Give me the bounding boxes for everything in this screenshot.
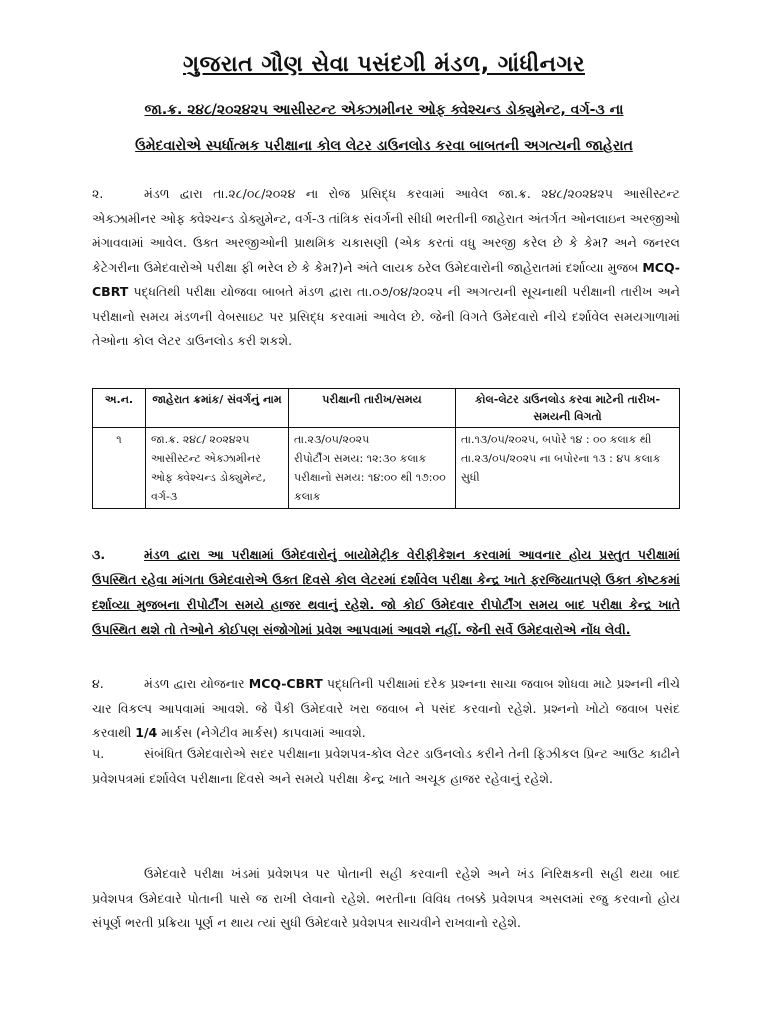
paragraph-text: પદ્ધતિથી પરીક્ષા યોજવા બાબતે મંડળ દ્વારા તા.૦૭/૦૪/૨૦૨૫ ની અગત્યની સૂચનાથી પરીક્ષાની તારીખ અને પરીક્ષાનો સમય મંડળની વેબસાઇટ પર પ્રસિદ્ધ કરવામાં આવેલ છે. જેની વિગતે ઉમેદવારો નીચે દર્શાવેલ સમયગાળામાં તેઓના કોલ લેટર ડાઉનલોડ કરી શકશે. (92, 284, 680, 348)
paragraph-5 (92, 742, 680, 791)
paragraph-text: માર્કસ (નેગેટીવ માર્કસ) કાપવામાં આવશે. (161, 725, 366, 740)
table-row (93, 428, 680, 509)
header-download-window: કોલ-લેટર ડાઉનલોડ કરવા માટેની તારીખ-સમયની વિગતો (456, 389, 680, 428)
paragraph-text: મંડળ દ્વારા તા.૨૮/૦૮/૨૦૨૪ ના રોજ પ્રસિદ્ધ કરવામાં આવેલ જા.ક્ર. ૨૪૮/૨૦૨૪૨૫ આસીસ્ટન્ટ એક્ઝામીનર ઓફ ક્વેશ્ચન્ડ ડોક્યુમેન્ટ, વર્ગ-૩ તાંત્રિક સંવર્ગની સીધી ભરતીની જાહેરાત અંતર્ગત ઓનલાઇન અરજીઓ મંગાવવામાં આવેલ. ઉક્ત અરજીઓની પ્રાથમિક ચકાસણી (એક કરતાં વધુ અરજી કરેલ છે કે કેમ? અને જનરલ કેટેગરીના ઉમેદવારોએ પરીક્ષા ફી ભરેલ છે કે કેમ?)ને અંતે લાયક ઠરેલ ઉમેદવારોની જાહેરાતમાં દર્શાવ્યા મુજબ (92, 186, 680, 275)
cell-serial: ૧ (93, 428, 146, 509)
exam-time: પરીક્ષાનો સમય: ૧૪:૦૦ થી ૧૭:૦૦ કલાક (294, 471, 446, 503)
page-title: ગુજરાત ગૌણ સેવા પસંદગી મંડળ, ગાંધીનગર (183, 52, 585, 77)
paragraph-number: ૪. (92, 676, 104, 691)
paragraph-4 (92, 672, 680, 746)
paragraph-text: મંડળ દ્વારા આ પરીક્ષામાં ઉમેદવારોનું બાયોમેટ્રીક વેરીફીકેશન કરવામાં આવનાર હોય પ્રસ્તુત પરીક્ષામાં ઉપસ્થિત રહેવા માંગતા ઉમેદવારોએ ઉક્ત દિવસે કોલ લેટરમાં દર્શાવેલ પરીક્ષા કેન્દ્ર ખાતે ફરજિયાતપણે ઉક્ત કોષ્ટકમાં દર્શાવ્યા મુજબના રીપોર્ટીંગ સમયે હાજર થવાનું રહેશે. જો કોઈ ઉમેદવાર રીપોર્ટીંગ સમય બાદ પરીક્ષા કેન્દ્ર ખાતે ઉપસ્થિત થશે તો તેઓને કોઈપણ સંજોગોમાં પ્રવેશ આપવામાં આવશે નહીં. જેની સર્વે ઉમેદવારોએ નોંધ લેવી. (92, 547, 680, 637)
header-advertisement: જાહેરાત ક્રમાંક/ સંવર્ગનું નામ (146, 389, 289, 428)
subtitle-line-1: જા.ક્ર. ૨૪૮/૨૦૨૪૨૫ આસીસ્ટન્ટ એક્ઝામીનર ઓફ ક્વેશ્ચન્ડ ડોક્યુમેન્ટ, વર્ગ-૩ ના (144, 102, 624, 118)
header-exam-date: પરીક્ષાની તારીખ/સમય (289, 389, 456, 428)
cell-advertisement: જા.ક્ર. ૨૪૮/ ૨૦૨૪૨૫ આસીસ્ટન્ટ એક્ઝામીનર ઓફ ક્વેશ્ચન્ડ ડોક્યુમેન્ટ, વર્ગ-૩ (146, 428, 289, 509)
paragraph-number: ૫. (92, 746, 105, 761)
paragraph-text: પદ્ધતિની પરીક્ષામાં દરેક પ્રશ્નના સાચા જવાબ શોધવા માટે પ્રશ્નની નીચે ચાર વિકલ્પ આપવામાં આવશે. જે પૈકી ઉમેદવારે ખરા જવાબ ને પસંદ કરવાનો રહેશે. પ્રશ્નનો ખોટો જવાબ પસંદ કરવાથી (92, 676, 680, 740)
paragraph-6: ઉમેદવારે પરીક્ષા ખંડમાં પ્રવેશપત્ર પર પોતાની સહી કરવાની રહેશે અને ખંડ નિરિક્ષકની સહી થયા બાદ પ્રવેશપત્ર ઉમેદવારે પોતાની પાસે જ રાખી લેવાનો રહેશે. ભરતીના વિવિધ તબક્કે પ્રવેશપત્ર અસલમાં રજુ કરવાનો હોય સંપૂર્ણ ભરતી પ્રક્રિયા પૂર્ણ ન થાય ત્યાં સુધી ઉમેદવારે પ્રવેશપત્ર સાચવીને રાખવાનો રહેશે. (92, 866, 680, 930)
schedule-table (92, 388, 680, 509)
exam-mode: MCQ-CBRT (92, 259, 680, 299)
paragraph-text: મંડળ દ્વારા યોજનાર (144, 676, 245, 691)
paragraph-2 (92, 182, 680, 354)
table-header-row (93, 389, 680, 428)
exam-mode: MCQ-CBRT (248, 676, 323, 691)
negative-marks-fraction: 1/4 (135, 725, 158, 740)
reporting-time: રીપોર્ટીંગ સમય: ૧૨:૩૦ કલાક (294, 452, 427, 465)
cell-download-window: તા.૧૩/૦૫/૨૦૨૫, બપોરે ૧૪ : ૦૦ કલાક થી તા.૨૩/૦૫/૨૦૨૫ ના બપોરના ૧૩ : ૪૫ કલાક સુધી (456, 428, 680, 509)
exam-date: તા.૨૩/૦૫/૨૦૨૫ (294, 433, 370, 446)
cell-exam-date (289, 428, 456, 509)
paragraph-number: ૨. (92, 186, 104, 201)
header-serial: અ.ન. (93, 389, 146, 428)
subtitle-line-2: ઉમેદવારોએ સ્પર્ધાત્મક પરીક્ષાના કોલ લેટર ડાઉનલોડ કરવા બાબતની અગત્યની જાહેરાત (135, 138, 633, 154)
paragraph-3 (92, 542, 680, 642)
paragraph-text: સંબંધિત ઉમેદવારોએ સદર પરીક્ષાના પ્રવેશપત્ર-કોલ લેટર ડાઉનલોડ કરીને તેની ફિઝીકલ પ્રિન્ટ આઉટ કાઢીને પ્રવેશપત્રમાં દર્શાવેલ પરીક્ષાના દિવસે અને સમયે પરીક્ષા કેન્દ્ર ખાતે અચૂક હાજર રહેવાનું રહેશે. (92, 746, 680, 786)
paragraph-number: ૩. (92, 547, 106, 562)
